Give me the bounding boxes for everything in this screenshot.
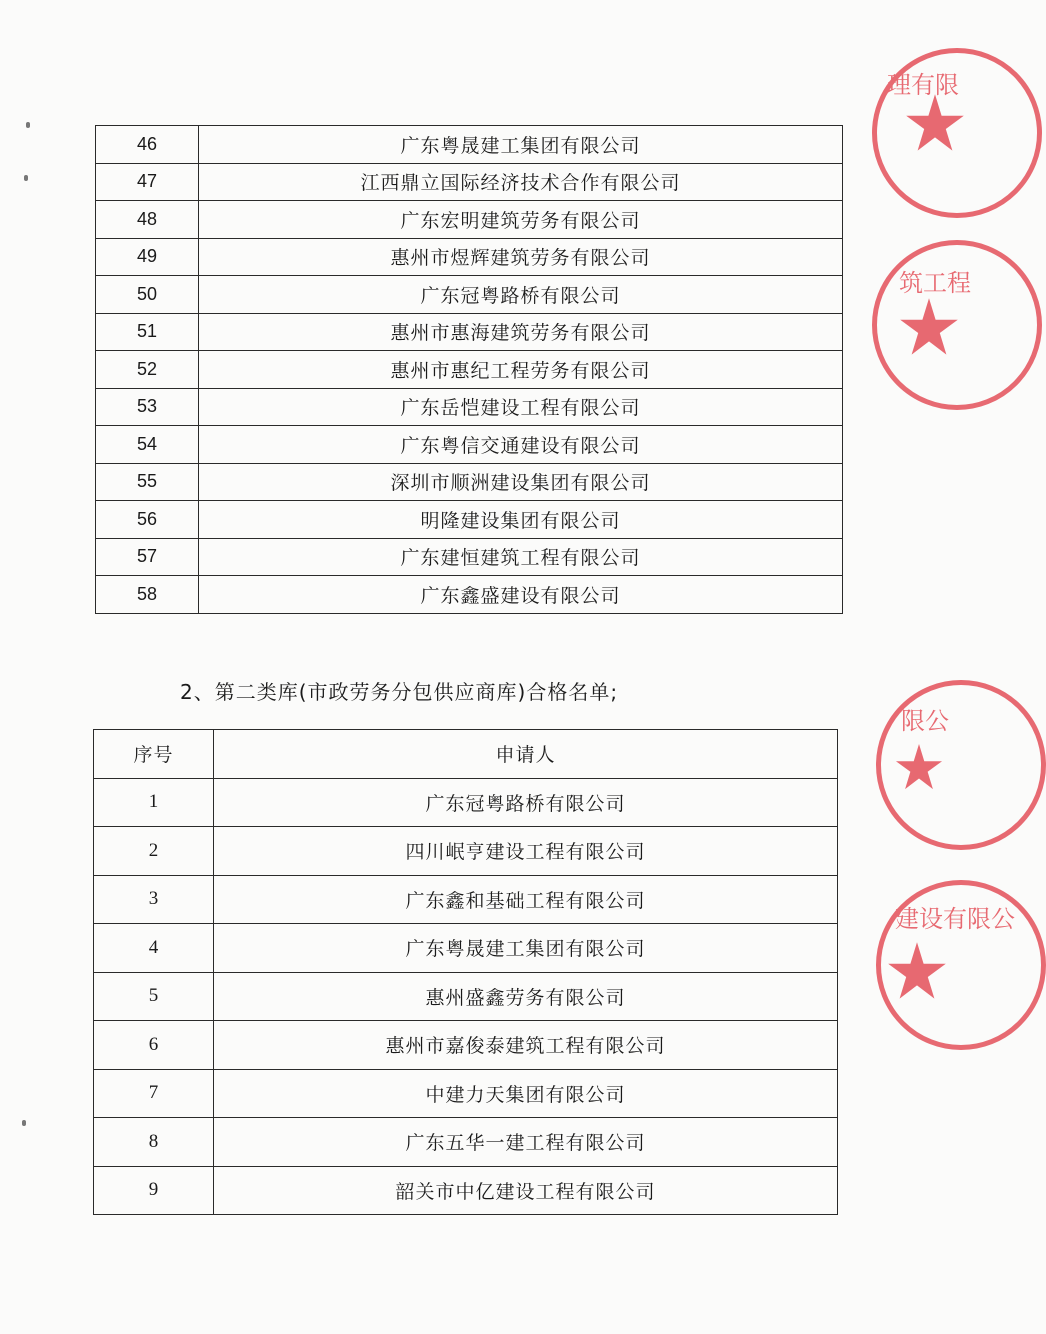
row-number: 9 xyxy=(94,1166,214,1215)
row-number: 50 xyxy=(96,276,199,314)
table-row xyxy=(96,576,843,614)
row-number: 52 xyxy=(96,351,199,389)
applicant-name: 明隆建设集团有限公司 xyxy=(199,501,843,539)
row-number: 54 xyxy=(96,426,199,464)
table-row xyxy=(96,126,843,164)
table-row xyxy=(96,388,843,426)
table-row xyxy=(94,778,838,827)
row-number: 49 xyxy=(96,238,199,276)
applicant-name: 深圳市顺洲建设集团有限公司 xyxy=(199,463,843,501)
table-row xyxy=(94,1021,838,1070)
table-2-header xyxy=(94,730,838,779)
row-number: 3 xyxy=(94,875,214,924)
table-row xyxy=(94,875,838,924)
row-number: 53 xyxy=(96,388,199,426)
seal-text: 建设有限公 xyxy=(895,905,1015,933)
applicant-name: 广东冠粤路桥有限公司 xyxy=(199,276,843,314)
table-row xyxy=(96,313,843,351)
official-seal xyxy=(876,680,1046,850)
applicant-name: 惠州市煜辉建筑劳务有限公司 xyxy=(199,238,843,276)
applicant-name: 江西鼎立国际经济技术合作有限公司 xyxy=(199,163,843,201)
applicant-name: 广东建恒建筑工程有限公司 xyxy=(199,538,843,576)
table-row xyxy=(94,1118,838,1167)
seal-text: 筑工程 xyxy=(899,269,971,297)
applicant-name: 广东鑫盛建设有限公司 xyxy=(199,576,843,614)
scan-speck xyxy=(22,1120,26,1126)
scan-speck xyxy=(24,175,28,181)
applicant-name: 惠州盛鑫劳务有限公司 xyxy=(214,972,838,1021)
row-number: 46 xyxy=(96,126,199,164)
table-row xyxy=(96,501,843,539)
applicant-name: 广东冠粤路桥有限公司 xyxy=(214,778,838,827)
applicant-name: 中建力天集团有限公司 xyxy=(214,1069,838,1118)
table-row xyxy=(96,238,843,276)
applicant-name: 惠州市惠纪工程劳务有限公司 xyxy=(199,351,843,389)
table-1-body xyxy=(96,126,843,614)
row-number: 6 xyxy=(94,1021,214,1070)
row-number: 1 xyxy=(94,778,214,827)
official-seal xyxy=(872,48,1042,218)
row-number: 8 xyxy=(94,1118,214,1167)
column-header-number: 序号 xyxy=(94,730,214,779)
applicant-name: 惠州市嘉俊泰建筑工程有限公司 xyxy=(214,1021,838,1070)
applicant-name: 广东岳恺建设工程有限公司 xyxy=(199,388,843,426)
row-number: 4 xyxy=(94,924,214,973)
seal-star-icon xyxy=(905,93,965,153)
table-row xyxy=(94,1069,838,1118)
row-number: 58 xyxy=(96,576,199,614)
seal-star-icon xyxy=(899,297,959,357)
row-number: 2 xyxy=(94,827,214,876)
applicant-name: 广东粤晟建工集团有限公司 xyxy=(199,126,843,164)
section-heading: 2、第二类库(市政劳务分包供应商库)合格名单; xyxy=(180,680,619,704)
row-number: 5 xyxy=(94,972,214,1021)
table-row xyxy=(94,827,838,876)
table-row xyxy=(96,463,843,501)
official-seal xyxy=(876,880,1046,1050)
table-row xyxy=(96,201,843,239)
table-row xyxy=(96,276,843,314)
applicant-name: 广东粤晟建工集团有限公司 xyxy=(214,924,838,973)
seal-text: 限公 xyxy=(901,707,949,735)
row-number: 48 xyxy=(96,201,199,239)
row-number: 51 xyxy=(96,313,199,351)
applicant-name: 广东五华一建工程有限公司 xyxy=(214,1118,838,1167)
table-row xyxy=(96,426,843,464)
scan-speck xyxy=(26,122,30,128)
row-number: 7 xyxy=(94,1069,214,1118)
column-header-applicant: 申请人 xyxy=(214,730,838,779)
row-number: 56 xyxy=(96,501,199,539)
applicant-name: 广东宏明建筑劳务有限公司 xyxy=(199,201,843,239)
row-number: 47 xyxy=(96,163,199,201)
seal-text: 理有限 xyxy=(887,71,959,99)
official-seal xyxy=(872,240,1042,410)
table-row xyxy=(96,163,843,201)
row-number: 55 xyxy=(96,463,199,501)
row-number: 57 xyxy=(96,538,199,576)
applicant-name: 韶关市中亿建设工程有限公司 xyxy=(214,1166,838,1215)
qualified-list-table-2 xyxy=(93,729,838,1215)
header-row xyxy=(94,730,838,779)
applicant-name: 广东粤信交通建设有限公司 xyxy=(199,426,843,464)
applicant-name: 惠州市惠海建筑劳务有限公司 xyxy=(199,313,843,351)
table-row xyxy=(94,972,838,1021)
table-row xyxy=(94,1166,838,1215)
seal-star-icon xyxy=(895,743,943,791)
qualified-list-table-1 xyxy=(95,125,843,614)
seal-star-icon xyxy=(887,941,947,1001)
table-row xyxy=(94,924,838,973)
applicant-name: 四川岷亨建设工程有限公司 xyxy=(214,827,838,876)
table-2-body xyxy=(94,778,838,1215)
applicant-name: 广东鑫和基础工程有限公司 xyxy=(214,875,838,924)
table-row xyxy=(96,351,843,389)
table-row xyxy=(96,538,843,576)
